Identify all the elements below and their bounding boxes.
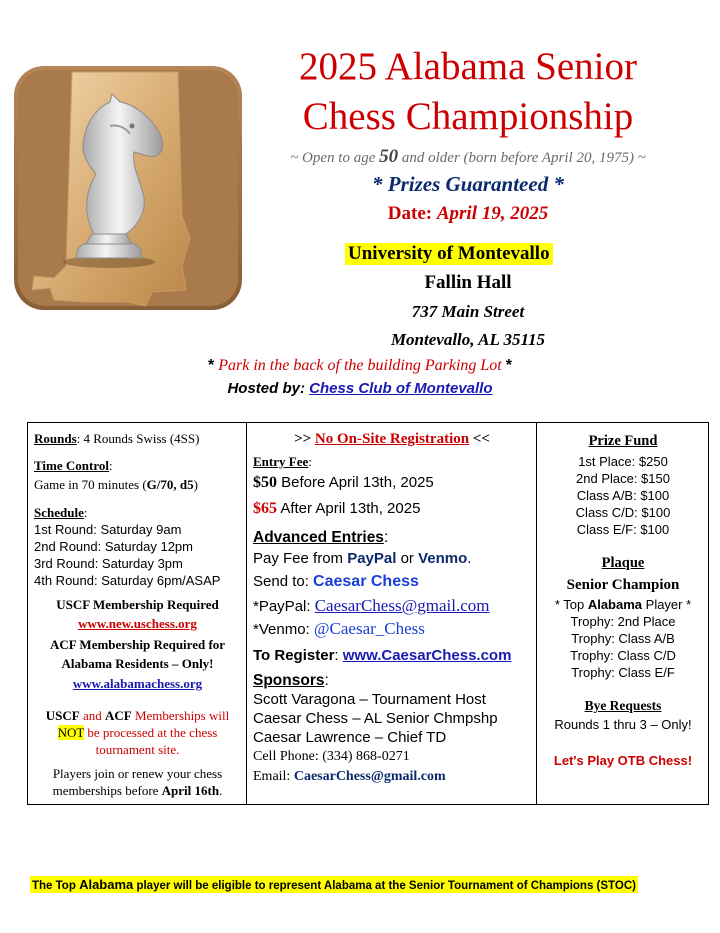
bye-requests-text: Rounds 1 thru 3 – Only! xyxy=(554,717,692,732)
hosted-by: Hosted by: Chess Club of Montevallo xyxy=(227,380,493,397)
fee-after: $65 After April 13th, 2025 xyxy=(253,500,421,517)
pay-methods: Pay Fee from PayPal or Venmo. xyxy=(253,550,472,567)
acf-requirement-line2: Alabama Residents – Only! xyxy=(61,656,214,671)
time-control-value: Game in 70 minutes (G/70, d5) xyxy=(34,477,198,492)
prize-item: Class E/F: $100 xyxy=(576,522,670,537)
venue-hall: Fallin Hall xyxy=(424,272,512,293)
join-note-line1: Players join or renew your chess xyxy=(52,766,223,781)
senior-champion: Senior Champion xyxy=(566,577,680,593)
send-to: Send to: Caesar Chess xyxy=(253,573,419,590)
schedule-heading: Schedule: xyxy=(34,505,88,520)
cell-phone: Cell Phone: (334) 868-0271 xyxy=(253,749,410,764)
trophy-item: Trophy: Class C/D xyxy=(570,648,676,663)
uscf-link[interactable]: www.new.uschess.org xyxy=(78,616,197,631)
eligibility-age: 50 xyxy=(379,146,399,167)
paypal-email-link[interactable]: CaesarChess@gmail.com xyxy=(314,596,490,615)
paypal-contact: *PayPal: CaesarChess@gmail.com xyxy=(253,596,490,615)
prize-fund-heading: Prize Fund xyxy=(588,433,658,449)
sponsor-item: Scott Varagona – Tournament Host xyxy=(253,691,486,708)
sponsor-item: Caesar Lawrence – Chief TD xyxy=(253,729,447,746)
host-link[interactable]: Chess Club of Montevallo xyxy=(309,380,493,397)
membership-warning-line3: tournament site. xyxy=(95,742,180,757)
uscf-requirement: USCF Membership Required xyxy=(56,597,219,612)
title-line-1: 2025 Alabama Senior xyxy=(299,45,637,88)
membership-warning-line1: USCF and ACF Memberships will xyxy=(45,708,230,723)
title-line-2: Chess Championship xyxy=(302,95,634,138)
sponsors-heading: Sponsors: xyxy=(253,672,329,689)
trophy-item: Trophy: Class E/F xyxy=(571,665,675,680)
register-line: To Register: www.CaesarChess.com xyxy=(253,647,512,664)
eligibility-line: ~ Open to age 50 and older (born before April 20, 1975) ~ xyxy=(290,146,646,167)
alabama-knight-logo xyxy=(14,66,242,310)
prizes-guaranteed: * Prizes Guaranteed * xyxy=(372,172,564,196)
no-onsite-registration: >> No On-Site Registration << xyxy=(294,431,490,447)
lets-play-text: Let's Play OTB Chess! xyxy=(553,753,693,768)
membership-warning-line2: NOT be processed at the chess xyxy=(57,725,218,740)
venmo-contact: *Venmo: @Caesar_Chess xyxy=(253,619,425,638)
prize-item: 2nd Place: $150 xyxy=(576,471,670,486)
fee-before: $50 Before April 13th, 2025 xyxy=(253,474,434,491)
email-line: Email: CaesarChess@gmail.com xyxy=(253,769,446,784)
venue-city: Montevallo, AL 35115 xyxy=(390,330,546,349)
bye-requests-heading: Bye Requests xyxy=(584,698,662,713)
register-link[interactable]: www.CaesarChess.com xyxy=(342,647,512,664)
schedule-item: 3rd Round: Saturday 3pm xyxy=(34,556,183,571)
prizes-column xyxy=(537,423,709,804)
schedule-item: 2nd Round: Saturday 12pm xyxy=(34,539,193,554)
email-value[interactable]: CaesarChess@gmail.com xyxy=(293,769,446,784)
prize-item: Class C/D: $100 xyxy=(575,505,671,520)
sponsor-item: Caesar Chess – AL Senior Chmpshp xyxy=(253,710,498,727)
stoc-eligibility-note: The Top Alabama player will be eligible to represent Alabama at the Senior Tournament of Champions (STOC) xyxy=(32,877,636,892)
rounds-info: Rounds: 4 Rounds Swiss (4SS) xyxy=(34,431,200,446)
parking-note: * Park in the back of the building Parking Lot * xyxy=(208,357,512,374)
top-alabama-player: * Top Alabama Player * xyxy=(554,597,692,612)
plaque-heading: Plaque xyxy=(601,555,645,571)
acf-requirement-line1: ACF Membership Required for xyxy=(49,637,226,652)
acf-link[interactable]: www.alabamachess.org xyxy=(72,676,203,691)
event-date: Date: April 19, 2025 xyxy=(387,203,549,224)
prize-item: 1st Place: $250 xyxy=(578,454,668,469)
details-column xyxy=(28,423,247,804)
schedule-item: 4th Round: Saturday 6pm/ASAP xyxy=(34,573,221,588)
entry-fee-heading: Entry Fee: xyxy=(253,454,312,469)
registration-column xyxy=(247,423,537,804)
trophy-item: Trophy: 2nd Place xyxy=(570,614,676,629)
trophy-item: Trophy: Class A/B xyxy=(571,631,675,646)
time-control-heading: Time Control: xyxy=(34,458,113,473)
advanced-entries-heading: Advanced Entries: xyxy=(253,529,389,546)
venue-street: 737 Main Street xyxy=(411,302,525,321)
join-note-line2: memberships before April 16th. xyxy=(52,783,223,798)
schedule-item: 1st Round: Saturday 9am xyxy=(34,522,182,537)
info-table xyxy=(27,422,709,805)
venue-name: University of Montevallo xyxy=(345,243,553,265)
prize-item: Class A/B: $100 xyxy=(576,488,670,503)
